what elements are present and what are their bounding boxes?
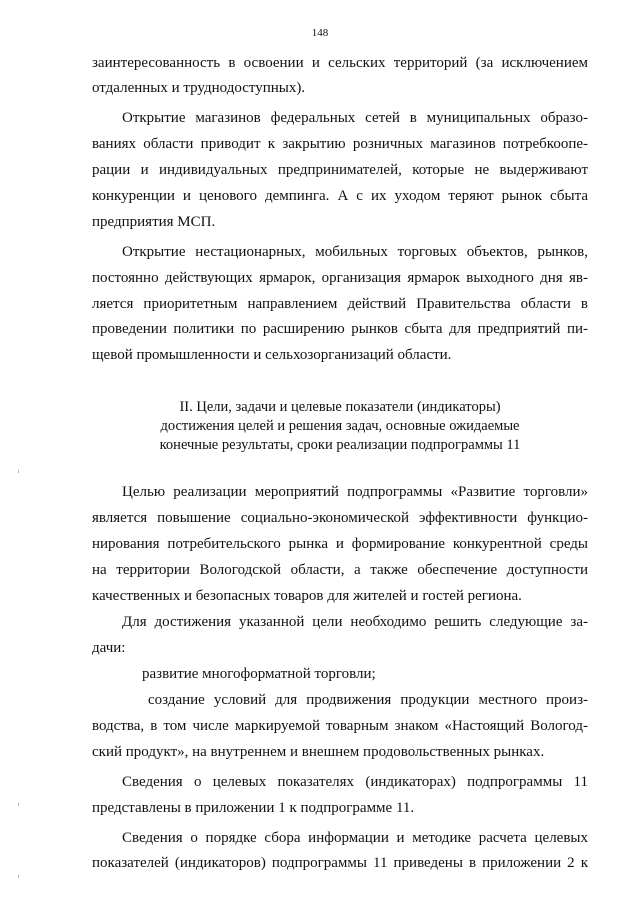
- paragraph-line: отдаленных и труднодоступных).: [92, 80, 306, 96]
- paragraph-line: Открытие магазинов федеральных сетей в муниципальных образо-: [122, 110, 588, 126]
- paragraph-line: на территории Вологодской области, а также обеспечение доступности: [92, 562, 588, 578]
- paragraph-line: конкуренции и ценового демпинга. А с их уходом теряют рынок сбыта: [92, 188, 588, 204]
- paragraph-line: ский продукт», на внутреннем и внешнем продовольственных рынках.: [92, 744, 545, 760]
- paragraph-line: Сведения о целевых показателях (индикаторах) подпрограммы 11: [122, 774, 588, 790]
- paragraph-line: представлены в приложении 1 к подпрограмме 11.: [92, 800, 415, 816]
- scan-mark: [18, 470, 19, 473]
- task-list-item: создание условий для продвижения продукции местного произ-: [148, 692, 588, 708]
- paragraph-line: Целью реализации мероприятий подпрограммы «Развитие торговли»: [122, 484, 588, 500]
- paragraph-line: ваниях области приводит к закрытию розничных магазинов потребкоопе-: [92, 136, 588, 152]
- scan-mark: [18, 803, 19, 806]
- paragraph-line: заинтересованность в освоении и сельских территорий (за исключением: [92, 55, 588, 71]
- paragraph-line: предприятия МСП.: [92, 214, 216, 230]
- section-heading-line: достижения целей и решения задач, основные ожидаемые: [160, 418, 520, 434]
- task-list-item: развитие многоформатной торговли;: [142, 666, 376, 682]
- paragraph-line: ляется приоритетным направлением действий Правительства области в: [92, 296, 588, 312]
- page-number: 148: [311, 27, 329, 39]
- section-heading-line: конечные результаты, сроки реализации подпрограммы 11: [159, 437, 521, 453]
- paragraph-line: качественных и безопасных товаров для жителей и гостей региона.: [92, 588, 522, 604]
- paragraph-line: показателей (индикаторов) подпрограммы 11 приведены в приложении 2 к: [92, 855, 588, 871]
- paragraph-line: нирования потребительского рынка и формирование конкурентной среды: [92, 536, 588, 552]
- paragraph-line: Для достижения указанной цели необходимо решить следующие за-: [122, 614, 588, 630]
- paragraph-line: является повышение социально-экономической эффективности функцио-: [92, 510, 588, 526]
- paragraph-line: дачи:: [92, 640, 126, 656]
- paragraph-line: Открытие нестационарных, мобильных торговых объектов, рынков,: [122, 244, 588, 260]
- paragraph-line: Сведения о порядке сбора информации и методике расчета целевых: [122, 830, 588, 846]
- paragraph-line: щевой промышленности и сельхозорганизаций области.: [92, 347, 452, 363]
- paragraph-line: рации и индивидуальных предпринимателей, которые не выдерживают: [92, 162, 588, 178]
- paragraph-line: водства, в том числе маркируемой товарным знаком «Настоящий Вологод-: [92, 718, 588, 734]
- paragraph-line: постоянно действующих ярмарок, организация ярмарок выходного дня яв-: [92, 270, 588, 286]
- paragraph-line: проведении политики по расширению рынков сбыта для предприятий пи-: [92, 321, 588, 337]
- scan-mark: [18, 875, 19, 878]
- section-heading-line: II. Цели, задачи и целевые показатели (индикаторы): [179, 399, 501, 415]
